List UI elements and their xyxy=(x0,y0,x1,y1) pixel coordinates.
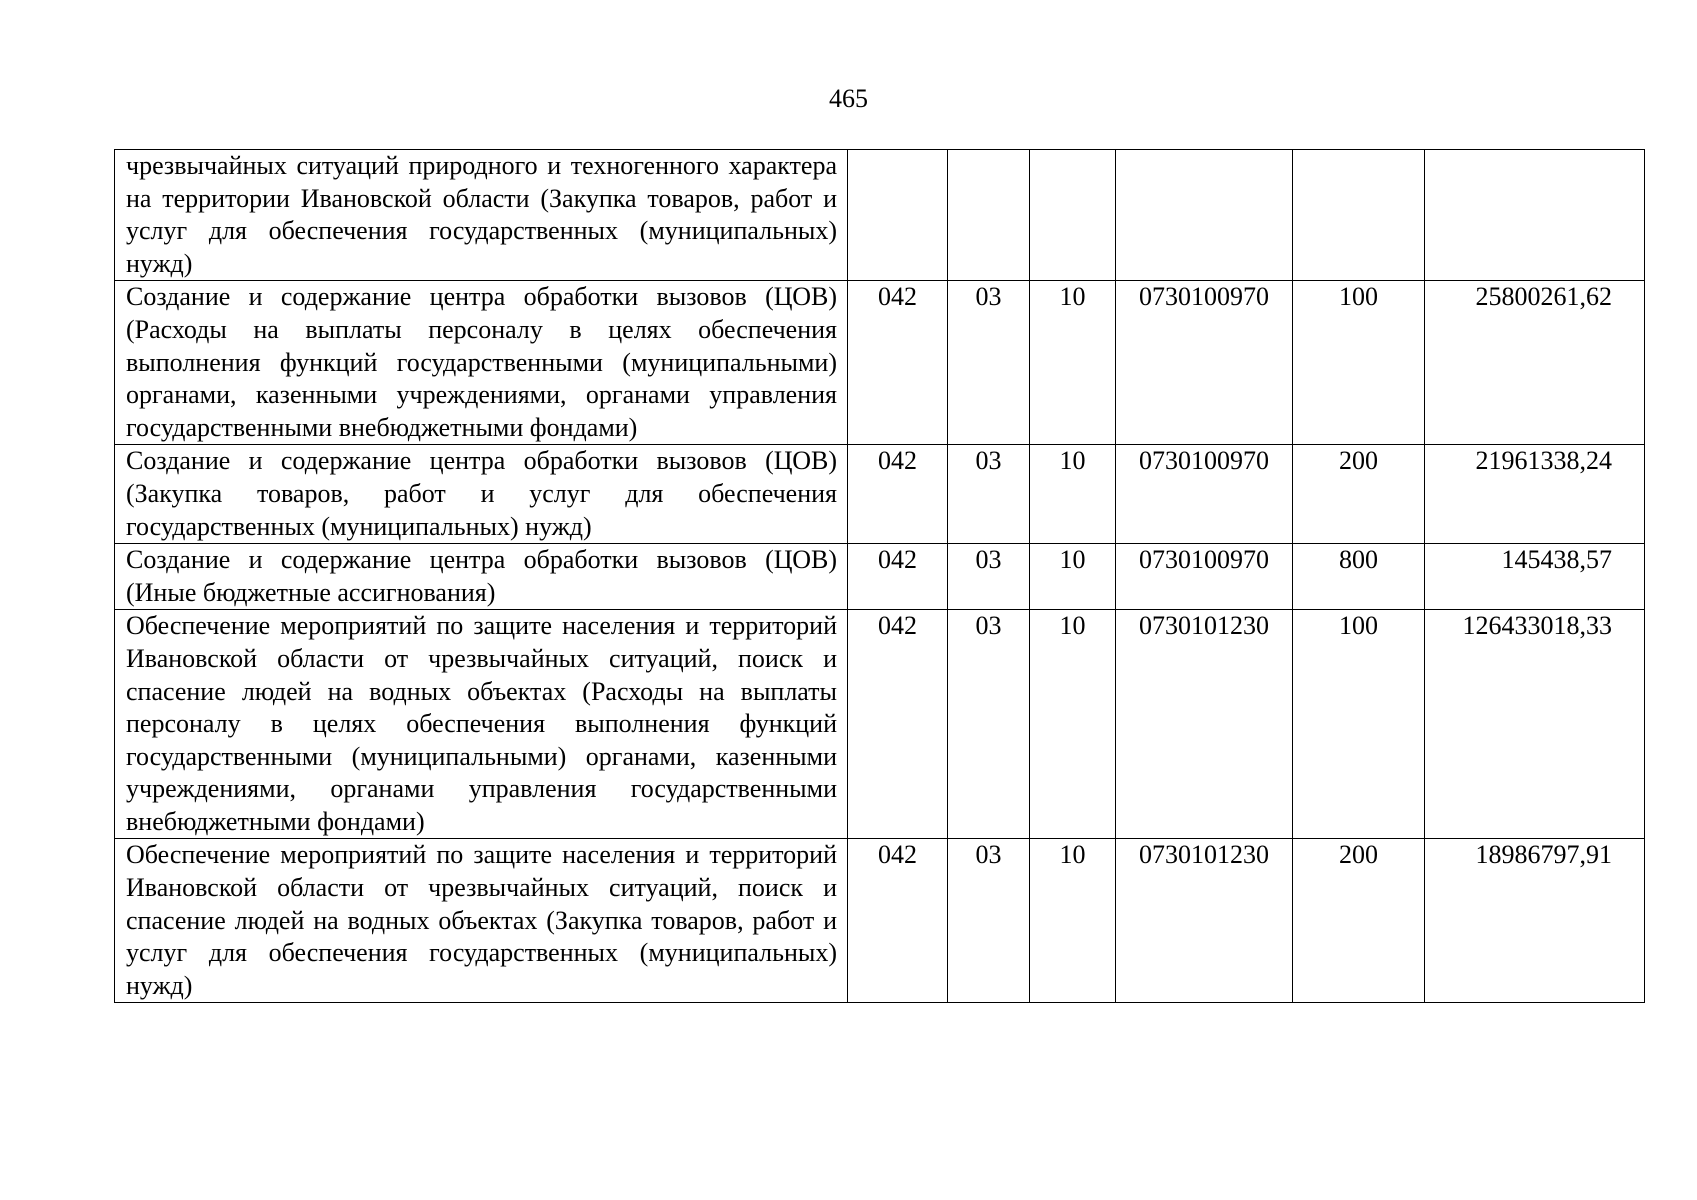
row-description: Обеспечение мероприятий по защите населения и территорий Ивановской области от чрезвычайных ситуаций, поиск и спасение людей на водных объектах (Расходы на выплаты персоналу в целях обеспечения выполнения функций государственными (муниципальными) органами, казенными учреждениями, органами управления государственными внебюджетными фондами) xyxy=(115,610,848,839)
row-description: чрезвычайных ситуаций природного и техногенного характера на территории Ивановской области (Закупка товаров, работ и услуг для обеспечения государственных (муниципальных) нужд) xyxy=(115,150,848,281)
csr-code-cell: 0730101230 xyxy=(1116,839,1293,1003)
csr-code-cell: 0730100970 xyxy=(1116,281,1293,445)
rz-code-cell: 03 xyxy=(948,839,1030,1003)
vr-code-cell: 800 xyxy=(1293,544,1425,610)
pr-code-cell: 10 xyxy=(1030,281,1116,445)
table-row xyxy=(115,544,1645,610)
gr-code-cell: 042 xyxy=(848,610,948,839)
page-number: 465 xyxy=(829,84,868,113)
gr-code-cell: 042 xyxy=(848,281,948,445)
pr-code-cell xyxy=(1030,150,1116,281)
amount-cell: 25800261,62 xyxy=(1425,281,1645,445)
gr-code-cell: 042 xyxy=(848,445,948,544)
budget-table xyxy=(114,149,1645,1003)
table-row xyxy=(115,281,1645,445)
table-row xyxy=(115,150,1645,281)
csr-code-cell: 0730101230 xyxy=(1116,610,1293,839)
table-row xyxy=(115,445,1645,544)
rz-code-cell xyxy=(948,150,1030,281)
pr-code-cell: 10 xyxy=(1030,839,1116,1003)
vr-code-cell: 100 xyxy=(1293,610,1425,839)
amount-cell: 126433018,33 xyxy=(1425,610,1645,839)
rz-code-cell: 03 xyxy=(948,445,1030,544)
table-row xyxy=(115,839,1645,1003)
amount-cell: 145438,57 xyxy=(1425,544,1645,610)
row-description: Создание и содержание центра обработки вызовов (ЦОВ) (Закупка товаров, работ и услуг для обеспечения государственных (муниципальных) нужд) xyxy=(115,445,848,544)
csr-code-cell: 0730100970 xyxy=(1116,445,1293,544)
rz-code-cell: 03 xyxy=(948,281,1030,445)
vr-code-cell: 100 xyxy=(1293,281,1425,445)
row-description: Создание и содержание центра обработки вызовов (ЦОВ) (Расходы на выплаты персоналу в целях обеспечения выполнения функций государственными (муниципальными) органами, казенными учреждениями, органами управления государственными внебюджетными фондами) xyxy=(115,281,848,445)
row-description: Создание и содержание центра обработки вызовов (ЦОВ) (Иные бюджетные ассигнования) xyxy=(115,544,848,610)
amount-cell: 21961338,24 xyxy=(1425,445,1645,544)
rz-code-cell: 03 xyxy=(948,544,1030,610)
csr-code-cell xyxy=(1116,150,1293,281)
pr-code-cell: 10 xyxy=(1030,544,1116,610)
gr-code-cell: 042 xyxy=(848,544,948,610)
row-description: Обеспечение мероприятий по защите населения и территорий Ивановской области от чрезвычайных ситуаций, поиск и спасение людей на водных объектах (Закупка товаров, работ и услуг для обеспечения государственных (муниципальных) нужд) xyxy=(115,839,848,1003)
rz-code-cell: 03 xyxy=(948,610,1030,839)
csr-code-cell: 0730100970 xyxy=(1116,544,1293,610)
gr-code-cell xyxy=(848,150,948,281)
vr-code-cell xyxy=(1293,150,1425,281)
amount-cell: 18986797,91 xyxy=(1425,839,1645,1003)
pr-code-cell: 10 xyxy=(1030,610,1116,839)
pr-code-cell: 10 xyxy=(1030,445,1116,544)
vr-code-cell: 200 xyxy=(1293,839,1425,1003)
amount-cell xyxy=(1425,150,1645,281)
gr-code-cell: 042 xyxy=(848,839,948,1003)
vr-code-cell: 200 xyxy=(1293,445,1425,544)
table-row xyxy=(115,610,1645,839)
